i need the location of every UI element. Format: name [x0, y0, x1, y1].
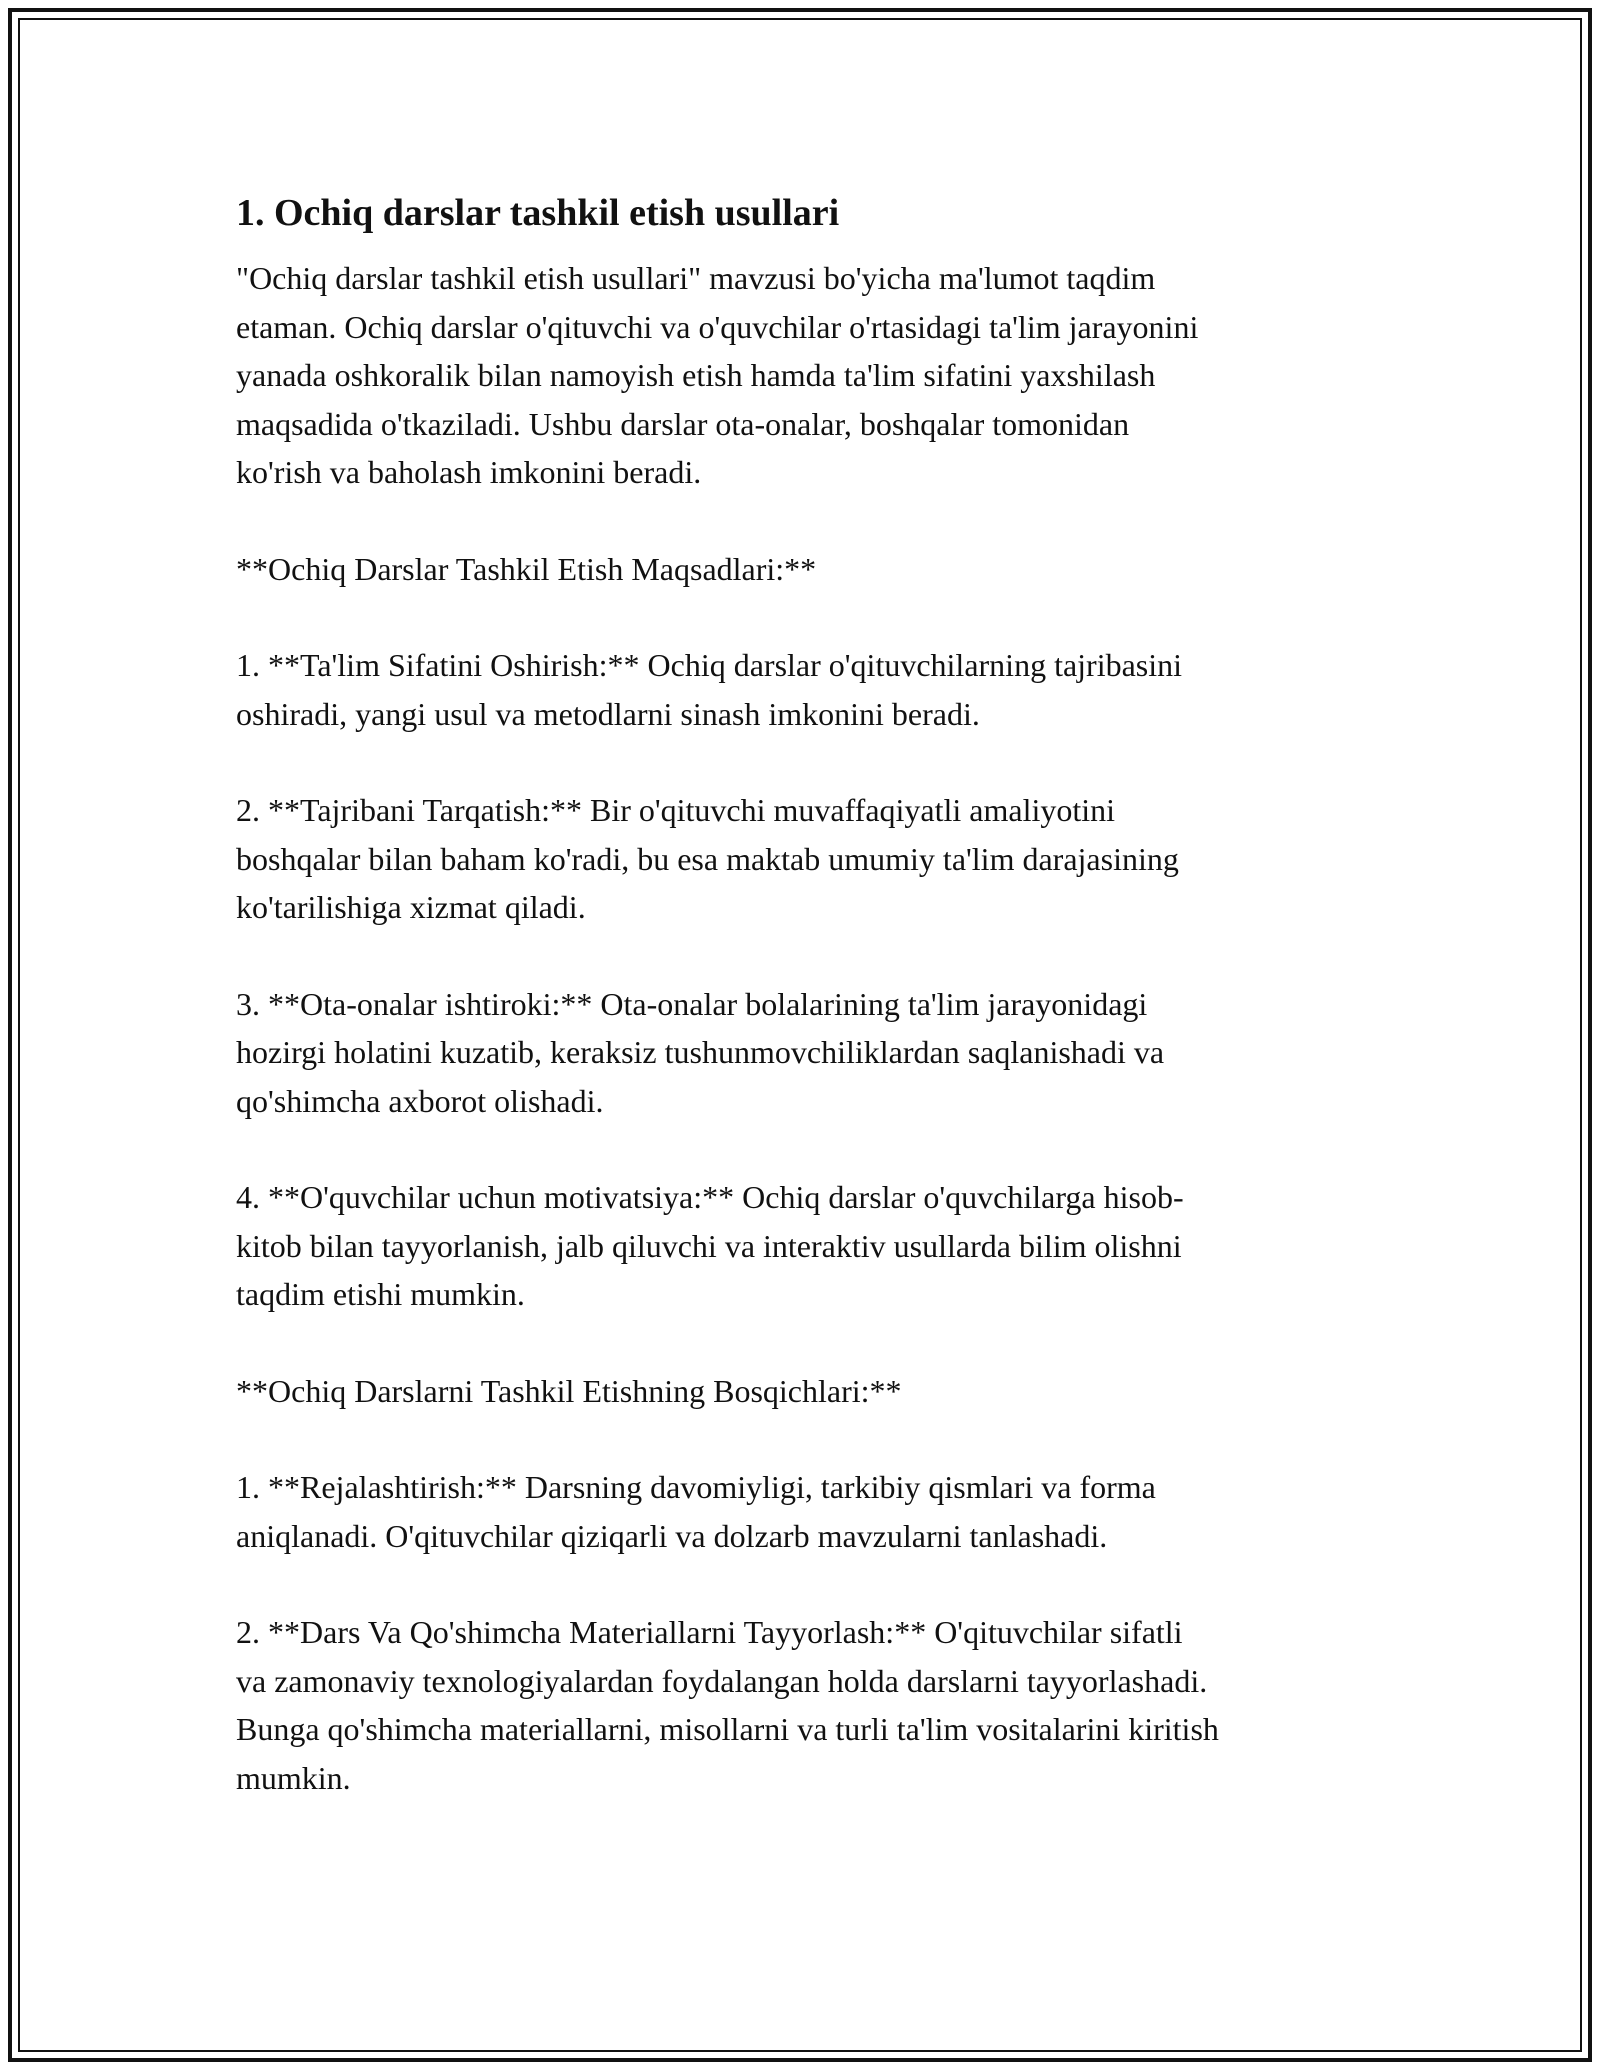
- list-item-stage-1: [236, 1463, 1376, 1560]
- list-item-goal-4: [236, 1173, 1376, 1319]
- text-line: ko'rish va baholash imkonini beradi.: [236, 454, 702, 490]
- text-line: qo'shimcha axborot olishadi.: [236, 1082, 604, 1119]
- text-line: va zamonaviy texnologiyalardan foydalangan holda darslarni tayyorlashadi.: [236, 1662, 1208, 1699]
- text-line: "Ochiq darslar tashkil etish usullari" mavzusi bo'yicha ma'lumot taqdim: [236, 260, 1156, 296]
- text-line: Bunga qo'shimcha materiallarni, misollarni va turli ta'lim vositalarini kiritish: [236, 1711, 1219, 1747]
- section-heading-goals: [236, 545, 1376, 594]
- text-line: taqdim etishi mumkin.: [236, 1276, 525, 1312]
- text-line: boshqalar bilan baham ko'radi, bu esa maktab umumiy ta'lim darajasining: [236, 840, 1179, 877]
- text-line: 4. **O'quvchilar uchun motivatsiya:** Ochiq darslar o'quvchilarga hisob-: [236, 1179, 1184, 1215]
- text-line: ko'tarilishiga xizmat qiladi.: [236, 889, 586, 925]
- text-line: 3. **Ota-onalar ishtiroki:** Ota-onalar bolalarining ta'lim jarayonidagi: [236, 985, 1148, 1022]
- text-line: oshiradi, yangi usul va metodlarni sinash imkonini beradi.: [236, 695, 980, 732]
- document-body: [236, 186, 1376, 1850]
- list-item-goal-3: [236, 980, 1376, 1126]
- paragraph-intro: [236, 254, 1376, 497]
- list-item-goal-2: [236, 786, 1376, 932]
- text-line: 1. **Rejalashtirish:** Darsning davomiyligi, tarkibiy qismlari va forma: [236, 1469, 1156, 1505]
- section-heading-stages: [236, 1367, 1376, 1416]
- text-line: etaman. Ochiq darslar o'qituvchi va o'quvchilar o'rtasidagi ta'lim jarayonini: [236, 308, 1199, 345]
- text-line: **Ochiq Darslarni Tashkil Etishning Bosqichlari:**: [236, 1372, 902, 1409]
- list-item-goal-1: [236, 641, 1376, 738]
- text-line: 2. **Dars Va Qo'shimcha Materiallarni Tayyorlash:** O'qituvchilar sifatli: [236, 1614, 1183, 1650]
- text-line: **Ochiq Darslar Tashkil Etish Maqsadlari:**: [236, 550, 817, 587]
- text-line: 1. **Ta'lim Sifatini Oshirish:** Ochiq darslar o'qituvchilarning tajribasini: [236, 647, 1183, 683]
- text-line: mumkin.: [236, 1759, 351, 1796]
- text-line: maqsadida o'tkaziladi. Ushbu darslar ota-onalar, boshqalar tomonidan: [236, 405, 1130, 442]
- list-item-stage-2: [236, 1608, 1376, 1802]
- document-title: 1. Ochiq darslar tashkil etish usullari: [236, 192, 840, 234]
- text-line: kitob bilan tayyorlanish, jalb qiluvchi va interaktiv usullarda bilim olishni: [236, 1227, 1182, 1264]
- text-line: yanada oshkoralik bilan namoyish etish hamda ta'lim sifatini yaxshilash: [236, 357, 1156, 393]
- text-line: 2. **Tajribani Tarqatish:** Bir o'qituvchi muvaffaqiyatli amaliyotini: [236, 792, 1116, 828]
- text-line: hozirgi holatini kuzatib, keraksiz tushunmovchiliklardan saqlanishadi va: [236, 1034, 1165, 1070]
- text-line: aniqlanadi. O'qituvchilar qiziqarli va dolzarb mavzularni tanlashadi.: [236, 1517, 1108, 1554]
